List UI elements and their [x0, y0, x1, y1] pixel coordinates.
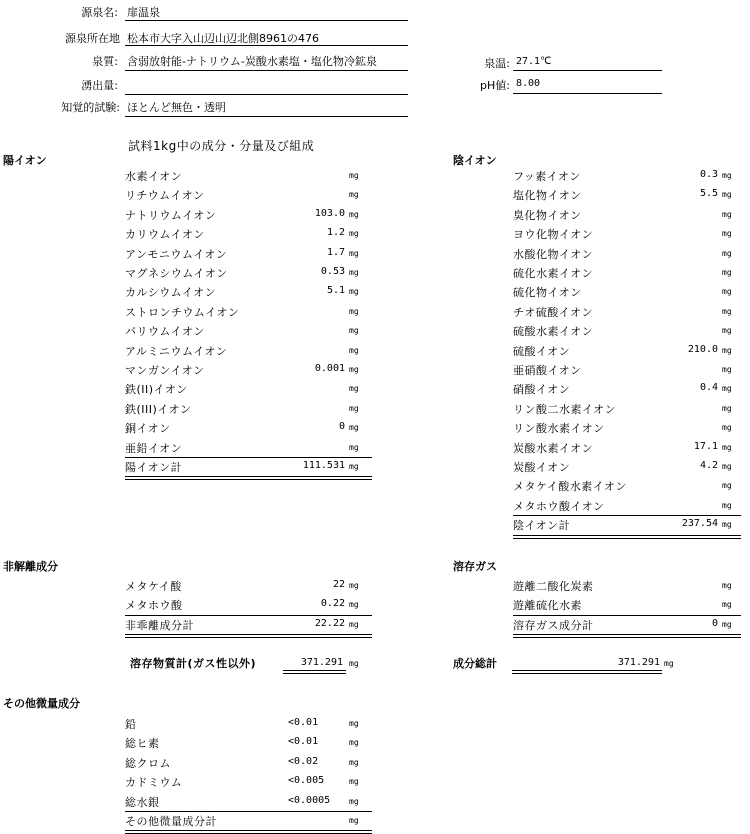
nondissociated-unit: mg: [349, 600, 359, 610]
grand-total-value: 371.291: [617, 657, 660, 668]
cations-unit: mg: [349, 326, 359, 336]
gases-heading: 溶存ガス: [453, 560, 497, 573]
anions-unit: mg: [722, 403, 732, 413]
source-name: 扉温泉: [127, 6, 160, 19]
anions-row: [513, 438, 741, 457]
cations-name: カリウムイオン: [125, 228, 205, 242]
anions-row: [513, 302, 741, 321]
trace-value: <0.01: [288, 736, 319, 748]
anions-value: 4.2: [699, 460, 718, 471]
anions-unit: mg: [722, 306, 732, 316]
anions-row: [513, 185, 741, 204]
anions-value: 0.4: [699, 382, 718, 394]
anions-value: 5.5: [699, 188, 718, 200]
nondissociated-name: メタケイ酸: [125, 580, 182, 593]
gases-total-value: 0: [711, 617, 718, 629]
cations-row: [125, 379, 372, 398]
temp-label: 泉温:: [484, 57, 510, 70]
nondissociated-value: 22: [332, 579, 345, 590]
cations-name: バリウムイオン: [125, 325, 205, 339]
cations-unit: mg: [349, 268, 359, 277]
anions-unit: mg: [722, 326, 732, 336]
cations-row: [125, 166, 372, 185]
gases-row: [513, 576, 741, 595]
anions-name: メタホウ酸イオン: [513, 499, 605, 513]
cations-unit: mg: [349, 365, 359, 374]
anions-row: [513, 321, 741, 340]
anions-unit: mg: [722, 462, 732, 471]
sample-title: 試料1kg中の成分・分量及び組成: [128, 139, 315, 153]
nondissociated-unit: mg: [349, 581, 359, 590]
gases-unit: mg: [722, 581, 732, 590]
cations-row: [125, 185, 372, 204]
cations-total-row: [125, 457, 372, 476]
trace-name: 鉛: [125, 718, 137, 731]
trace-value: <0.02: [288, 755, 319, 767]
trace-row: [125, 753, 372, 772]
cations-total-unit: mg: [349, 462, 359, 471]
anions-unit: mg: [722, 345, 732, 355]
dissolved-total-unit: mg: [349, 659, 359, 668]
trace-total-row: [125, 811, 372, 830]
trace-total-unit: mg: [349, 816, 359, 825]
gases-total-row: [513, 615, 741, 634]
anions-name: 炭酸水素イオン: [513, 441, 594, 455]
anions-unit: mg: [722, 423, 732, 433]
cations-unit: mg: [349, 248, 359, 258]
ph-label: pH値:: [480, 79, 510, 92]
anions-name: 硝酸イオン: [513, 383, 571, 397]
location: 松本市大字入山辺山辺北側8961の476: [127, 32, 319, 45]
trace-value: <0.0005: [288, 794, 331, 806]
anions-name: 硫酸水素イオン: [513, 325, 594, 339]
anions-row: [513, 166, 741, 185]
flow-label: 湧出量:: [81, 79, 118, 92]
cations-row: [125, 263, 372, 282]
nondissociated-value: 0.22: [320, 598, 345, 610]
cations-unit: mg: [349, 306, 359, 316]
trace-value: <0.005: [288, 775, 325, 787]
trace-name: カドミウム: [125, 776, 183, 790]
cations-name: カルシウムイオン: [125, 286, 217, 300]
cations-heading: 陽イオン: [3, 154, 47, 167]
sensory-label: 知覚的試験:: [61, 101, 120, 114]
cations-name: 亜鉛イオン: [125, 441, 183, 455]
gases-total-label: 溶存ガス成分計: [513, 618, 594, 632]
nondissociated-total-label: 非乖離成分計: [125, 618, 194, 632]
anions-value: 17.1: [693, 440, 718, 452]
dissolved-total-value: 371.291: [300, 657, 343, 668]
cations-unit: mg: [349, 229, 359, 239]
anions-name: ヨウ化物イオン: [513, 228, 594, 242]
cations-unit: mg: [349, 442, 359, 452]
cations-row: [125, 205, 372, 224]
trace-heading: その他微量成分: [3, 697, 80, 710]
trace-name: 総クロム: [125, 756, 171, 770]
anions-unit: mg: [722, 365, 732, 374]
grand-total-label: 成分総計: [453, 657, 497, 670]
anions-name: フッ素イオン: [513, 170, 581, 183]
sensory: ほとんど無色・透明: [127, 101, 226, 114]
cations-row: [125, 321, 372, 340]
trace-total-label: その他微量成分計: [125, 815, 217, 828]
trace-row: [125, 772, 372, 791]
anions-unit: mg: [722, 287, 732, 297]
anions-name: 硫化物イオン: [513, 286, 582, 300]
trace-unit: mg: [349, 777, 359, 787]
anions-row: [513, 224, 741, 243]
cations-row: [125, 224, 372, 243]
cations-name: 銅イオン: [125, 422, 171, 436]
anions-total-row: [513, 515, 741, 534]
gases-name: 遊離二酸化炭素: [513, 580, 594, 593]
cations-row: [125, 418, 372, 437]
quality: 含弱放射能-ナトリウム-炭酸水素塩・塩化物冷鉱泉: [127, 55, 377, 68]
nondissociated-total-value: 22.22: [314, 617, 345, 629]
anions-row: [513, 341, 741, 360]
anions-name: リン酸二水素イオン: [513, 402, 617, 416]
trace-name: 総ヒ素: [125, 737, 160, 751]
nondissociated-heading: 非解離成分: [3, 560, 58, 573]
quality-label: 泉質:: [92, 55, 118, 68]
anions-row: [513, 263, 741, 282]
gases-row: [513, 595, 741, 614]
cations-name: マンガンイオン: [125, 364, 205, 377]
anions-row: [513, 360, 741, 379]
cations-name: リチウムイオン: [125, 189, 205, 203]
cations-value: 103.0: [314, 207, 345, 219]
cations-unit: mg: [349, 384, 359, 394]
anions-total-value: 237.54: [681, 518, 718, 530]
anions-row: [513, 399, 741, 418]
cations-name: ナトリウムイオン: [125, 208, 217, 222]
nondissociated-row: [125, 595, 372, 614]
anions-total-unit: mg: [722, 520, 732, 530]
trace-unit: mg: [349, 738, 359, 748]
nondissociated-total-unit: mg: [349, 619, 359, 629]
anions-name: 硫酸イオン: [513, 344, 571, 358]
anions-name: 臭化物イオン: [513, 208, 582, 222]
grand-total-unit: mg: [664, 659, 674, 668]
anions-row: [513, 457, 741, 476]
anions-unit: mg: [722, 442, 732, 452]
cations-row: [125, 282, 372, 301]
anions-unit: mg: [722, 190, 732, 200]
anions-row: [513, 282, 741, 301]
trace-row: [125, 733, 372, 752]
anions-row: [513, 476, 741, 495]
anions-name: チオ硫酸イオン: [513, 305, 593, 319]
anions-unit: mg: [722, 171, 732, 180]
anions-name: 硫化水素イオン: [513, 267, 594, 280]
nondissociated-row: [125, 576, 372, 595]
cations-unit: mg: [349, 287, 359, 297]
cations-row: [125, 244, 372, 263]
cations-unit: mg: [349, 403, 359, 413]
anions-total-label: 陰イオン計: [513, 519, 571, 533]
cations-unit: mg: [349, 345, 359, 355]
anions-row: [513, 205, 741, 224]
anions-row: [513, 496, 741, 515]
cations-name: 鉄(III)イオン: [125, 402, 192, 416]
anions-unit: mg: [722, 268, 732, 277]
cations-row: [125, 341, 372, 360]
cations-value: 1.2: [326, 227, 345, 239]
cations-total-label: 陽イオン計: [125, 461, 183, 474]
trace-value: <0.01: [288, 717, 319, 728]
anions-unit: mg: [722, 248, 732, 258]
cations-unit: mg: [349, 209, 359, 219]
anions-row: [513, 379, 741, 398]
anions-unit: mg: [722, 500, 732, 510]
trace-row: [125, 714, 372, 733]
anions-name: 炭酸イオン: [513, 461, 571, 474]
cations-unit: mg: [349, 423, 359, 433]
trace-unit: mg: [349, 757, 359, 767]
anions-value: 0.3: [699, 169, 718, 180]
anions-name: メタケイ酸水素イオン: [513, 480, 627, 494]
cations-value: 1.7: [326, 246, 345, 258]
anions-name: 亜硝酸イオン: [513, 364, 582, 377]
cations-value: 0.53: [320, 266, 345, 277]
anions-value: 210.0: [687, 343, 718, 355]
anions-unit: mg: [722, 384, 732, 394]
cations-name: マグネシウムイオン: [125, 267, 228, 280]
cations-value: 5.1: [326, 285, 345, 297]
ph: 8.00: [516, 78, 541, 89]
cations-name: アルミニウムイオン: [125, 344, 228, 358]
cations-row: [125, 399, 372, 418]
cations-row: [125, 438, 372, 457]
gases-unit: mg: [722, 600, 732, 610]
cations-value: 0: [338, 421, 345, 433]
location-label: 源泉所在地: [65, 32, 120, 45]
anions-row: [513, 244, 741, 263]
anions-unit: mg: [722, 481, 732, 491]
trace-name: 総水銀: [125, 795, 160, 809]
cations-unit: mg: [349, 171, 359, 180]
anions-name: 塩化物イオン: [513, 189, 582, 203]
source-name-label: 源泉名:: [81, 6, 118, 19]
cations-value: 0.001: [314, 363, 345, 374]
cations-name: アンモニウムイオン: [125, 247, 228, 261]
anions-row: [513, 418, 741, 437]
nondissociated-name: メタホウ酸: [125, 599, 183, 613]
anions-unit: mg: [722, 229, 732, 239]
dissolved-total-label: 溶存物質計(ガス性以外): [130, 657, 257, 670]
anions-unit: mg: [722, 209, 732, 219]
cations-row: [125, 302, 372, 321]
cations-row: [125, 360, 372, 379]
temp: 27.1℃: [516, 56, 552, 67]
cations-name: 水素イオン: [125, 170, 183, 183]
trace-row: [125, 792, 372, 811]
gases-name: 遊離硫化水素: [513, 599, 582, 613]
anions-heading: 陰イオン: [453, 154, 497, 167]
anions-name: リン酸水素イオン: [513, 422, 605, 436]
cations-name: 鉄(II)イオン: [125, 383, 188, 397]
trace-unit: mg: [349, 796, 359, 806]
anions-name: 水酸化物イオン: [513, 247, 594, 261]
cations-unit: mg: [349, 190, 359, 200]
cations-name: ストロンチウムイオン: [125, 305, 240, 319]
cations-total-value: 111.531: [302, 460, 345, 471]
nondissociated-total-row: [125, 615, 372, 634]
trace-unit: mg: [349, 719, 359, 728]
gases-total-unit: mg: [722, 619, 732, 629]
